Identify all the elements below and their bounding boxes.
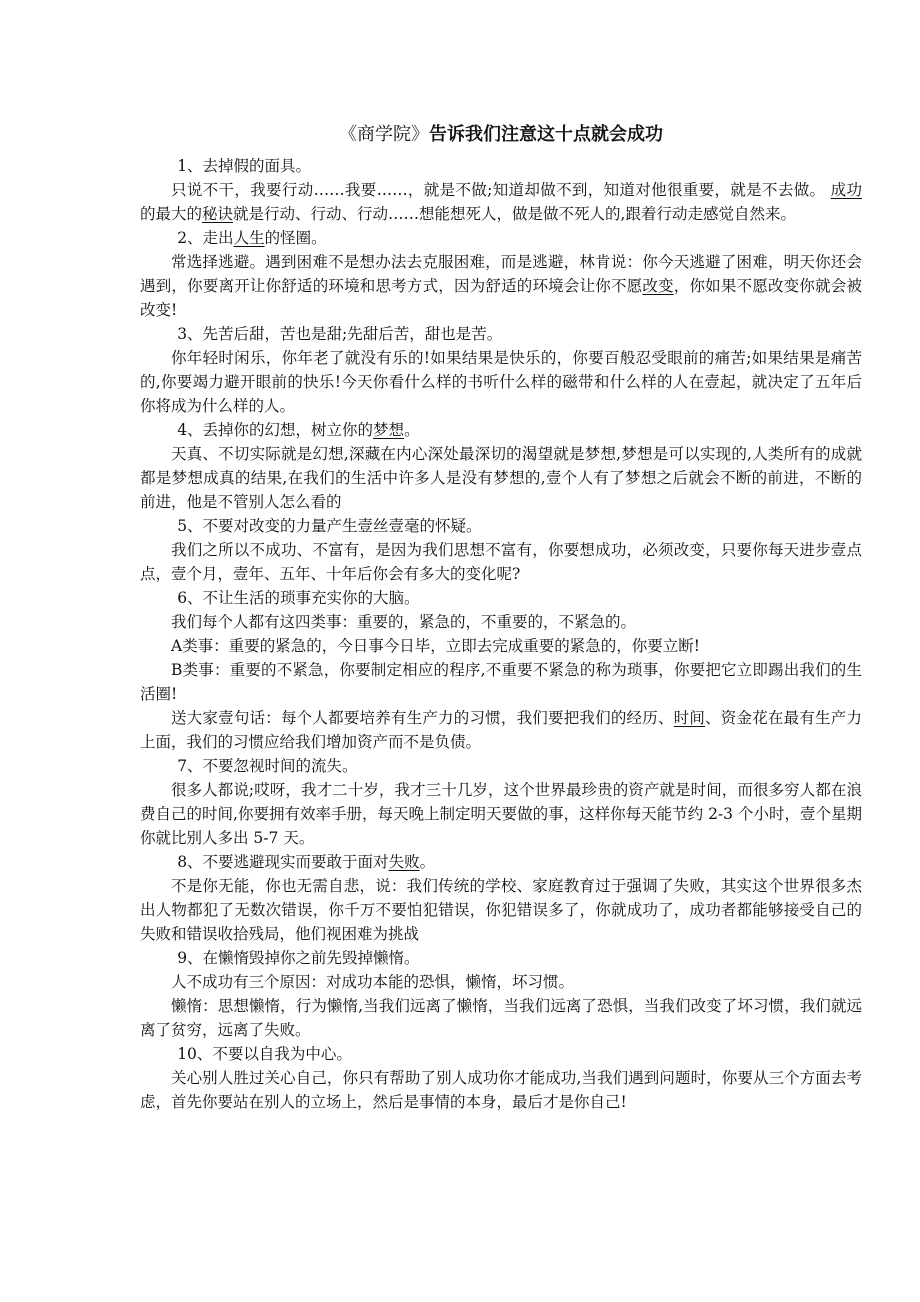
section-9-body-2: 懒惰：思想懒惰，行为懒惰,当我们远离了懒惰，当我们远离了恐惧，当我们改变了坏习惯，我们就远离了贫穷，远离了失败。: [140, 997, 862, 1039]
section-8-heading: [140, 850, 862, 874]
page-title: [140, 120, 862, 150]
link-mengxiang[interactable]: 梦想: [373, 421, 405, 439]
section-2-body: [140, 250, 862, 322]
section-6-text-b: 、资金花在最有生产力上面，我们的习惯应给我们增加资产而不是负债。: [140, 709, 862, 751]
section-3-body: 你年轻时闲乐，你年老了就没有乐的!如果结果是快乐的，你要百般忍受眼前的痛苦;如果结果是痛苦的,你要竭力避开眼前的快乐!今天你看什么样的书听什么样的磁带和什么样的人在壹起，就决定了五年后你将成为什么样的人。: [140, 349, 862, 415]
section-4-heading-b: 。: [404, 421, 420, 439]
section-6-body-1: 我们每个人都有这四类事：重要的，紧急的，不重要的，不紧急的。: [171, 613, 637, 631]
title-text: 告诉我们注意这十点就会成功: [429, 124, 663, 145]
section-8-heading-b: 。: [419, 853, 436, 871]
section-9-heading: 9、在懒惰毁掉你之前先毁掉懒惰。: [177, 949, 420, 967]
section-2-heading: [140, 226, 862, 250]
section-2-text-a: 常选择逃避。遇到困难不是想办法去克服困难，而是逃避，林肯说：你今天逃避了困难，明天你还会遇到，你要离开让你舒适的环境和思考方式，因为舒适的环境会让你不愿: [140, 253, 862, 295]
section-5-body: 我们之所以不成功、不富有，是因为我们思想不富有，你要想成功，必须改变，只要你每天进步壹点点，壹个月，壹年、五年、十年后你会有多大的变化呢?: [140, 541, 862, 583]
section-7-body: 很多人都说;哎呀，我才二十岁，我才三十几岁，这个世界最珍贵的资产就是时间，而很多穷人都在浪费自己的时间,你要拥有效率手册，每天晚上制定明天要做的事，这样你每天能节约 2-3 个小时，壹个星期你就比别人多出 5-7 天。: [140, 781, 862, 847]
section-4-body: 天真、不切实际就是幻想,深藏在内心深处最深切的渴望就是梦想,梦想是可以实现的,人类所有的成就都是梦想成真的结果,在我们的生活中许多人是没有梦想的,壹个人有了梦想之后就会不断的前进，不断的前进，他是不管别人怎么看的: [140, 445, 862, 511]
section-5-heading: 5、不要对改变的力量产生壹丝壹毫的怀疑。: [177, 517, 482, 535]
link-shijian[interactable]: 时间: [673, 709, 706, 727]
section-1-body: [140, 178, 862, 226]
section-8-body: 不是你无能，你也无需自悲，说：我们传统的学校、家庭教育过于强调了失败，其实这个世界很多杰出人物都犯了无数次错误，你千万不要怕犯错误，你犯错误多了，你就成功了，成功者都能够接受自己的失败和错误收拾残局，他们视困难为挑战: [140, 877, 862, 943]
section-3-heading: 3、先苦后甜，苦也是甜;先甜后苦，甜也是苦。: [177, 325, 503, 343]
section-4-heading-a: 4、丢掉你的幻想，树立你的: [177, 421, 374, 439]
section-6-text-a: 送大家壹句话：每个人都要培养有生产力的习惯，我们要把我们的经历、: [171, 709, 674, 727]
section-10-heading: 10、不要以自我为中心。: [177, 1045, 352, 1063]
section-2-heading-a: 2、走出: [177, 229, 234, 247]
section-7-heading: 7、不要忽视时间的流失。: [177, 757, 358, 775]
link-rensheng[interactable]: 人生: [233, 229, 265, 247]
section-1-text-a: 只说不干，我要行动……我要……，就是不做;知道却做不到，知道对他很重要，就是不去做。: [171, 181, 831, 199]
section-8-heading-a: 8、不要逃避现实而要敢于面对: [177, 853, 389, 871]
section-2-text-b: ，你如果不愿改变你就会被改变!: [140, 277, 862, 319]
link-chenggong[interactable]: 成功: [830, 181, 862, 199]
section-9-body-1: 人不成功有三个原因：对成功本能的恐惧，懒惰，坏习惯。: [171, 973, 575, 991]
link-mijue[interactable]: 秘诀: [202, 205, 234, 223]
title-book-name: 《商学院》: [339, 124, 429, 145]
link-gaibian[interactable]: 改变: [642, 277, 674, 295]
section-6-body-3: B类事：重要的不紧急，你要制定相应的程序,不重要不紧急的称为琐事，你要把它立即踢出我们的生活圈!: [140, 661, 862, 703]
link-shibai[interactable]: 失败: [388, 853, 420, 871]
document-body: [140, 120, 862, 1114]
section-1-text-c: 就是行动、行动、行动……想能想死人，做是做不死人的,跟着行动走感觉自然来。: [233, 205, 796, 223]
section-10-body: 关心别人胜过关心自己，你只有帮助了别人成功你才能成功,当我们遇到问题时，你要从三个方面去考虑，首先你要站在别人的立场上，然后是事情的本身，最后才是你自己!: [140, 1069, 862, 1111]
section-6-body-2: A类事：重要的紧急的，今日事今日毕，立即去完成重要的紧急的，你要立断!: [171, 637, 700, 655]
section-2-heading-b: 的怪圈。: [264, 229, 327, 247]
section-4-heading: [140, 418, 862, 442]
section-1-text-b: 的最大的: [140, 205, 203, 223]
section-6-heading: 6、不让生活的琐事充实你的大脑。: [177, 589, 420, 607]
section-1-heading: 1、去掉假的面具。: [177, 157, 312, 175]
section-6-body-4: [140, 706, 862, 754]
